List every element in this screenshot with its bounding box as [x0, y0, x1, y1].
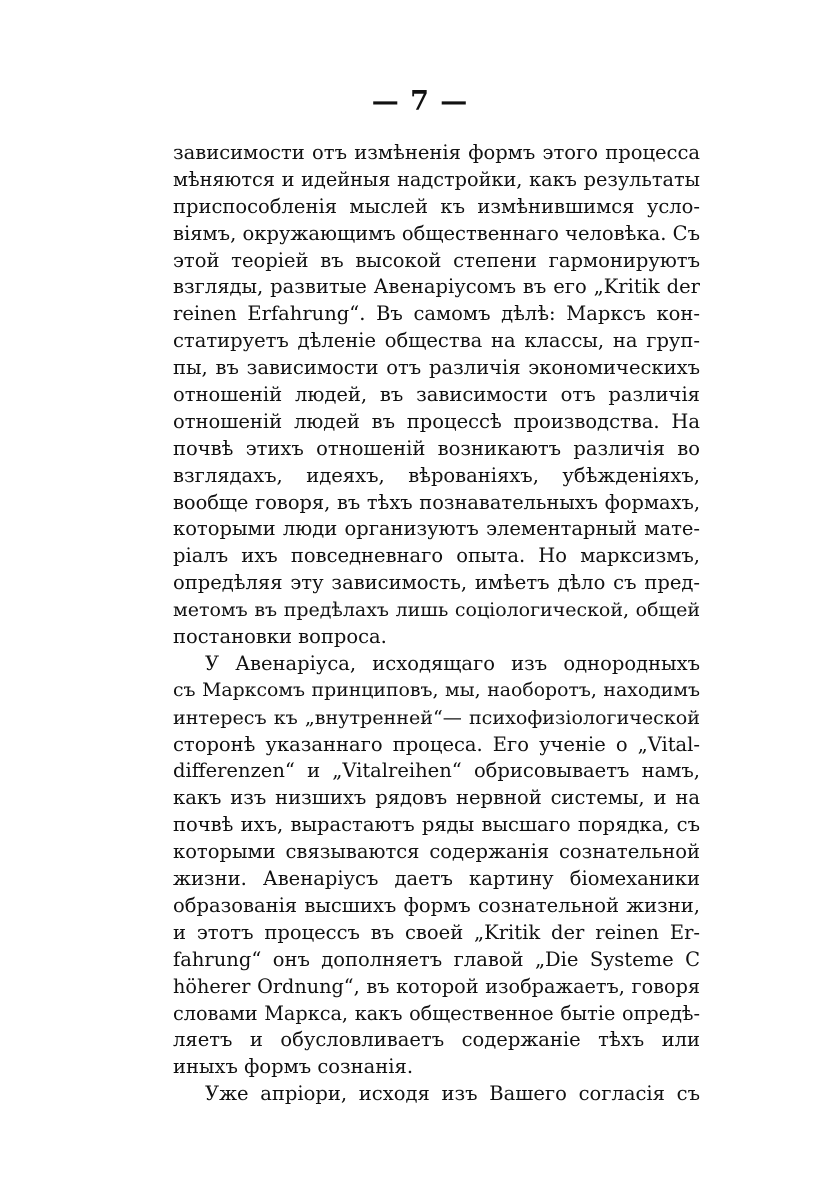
text-line: какъ изъ низшихъ рядовъ нервной системы, и на [173, 786, 700, 810]
text-line: отношеній людей въ процессѣ производства. На [173, 409, 700, 433]
text-line: приспособленія мыслей къ измѣнившимся усло- [173, 194, 700, 218]
text-line: вообще говоря, въ тѣхъ познавательныхъ формахъ, [173, 490, 700, 514]
text-line: опредѣляя эту зависимость, имѣетъ дѣло съ пред- [173, 571, 700, 595]
text-line: жизни. Авенаріусъ даетъ картину біомеханики [173, 867, 700, 891]
text-line: ляетъ и обусловливаетъ содержаніе тѣхъ или [173, 1028, 700, 1052]
text-line: höherer Ordnung“, въ которой изображаетъ, говоря [173, 974, 700, 998]
text-line: reinen Erfahrung“. Въ самомъ дѣлѣ: Марксъ кон- [173, 302, 700, 326]
text-line: Уже апріори, исходя изъ Вашего согласія съ [205, 1082, 700, 1106]
text-line: статируетъ дѣленіе общества на классы, на груп- [173, 329, 700, 353]
text-line: постановки вопроса. [173, 625, 387, 649]
text-line: ріалъ ихъ повседневнаго опыта. Но марксизмъ, [173, 544, 700, 568]
text-line: fahrung“ онъ дополняетъ главой „Die Systeme C [173, 947, 700, 971]
paragraph-1 [173, 140, 700, 651]
text-line: почвѣ этихъ отношеній возникаютъ различія во [173, 436, 700, 460]
text-line: пы, въ зависимости отъ различія экономическихъ [173, 356, 700, 380]
text-line: мѣняются и идейныя надстройки, какъ результаты [173, 167, 700, 191]
text-line: метомъ въ предѣлахъ лишь соціологической, общей [173, 599, 700, 622]
text-line: съ Марксомъ принциповъ, мы, наоборотъ, находимъ [173, 679, 700, 701]
paragraph-3 [173, 1081, 700, 1108]
text-line: взгляды, развитые Авенаріусомъ въ его „Kritik der [173, 275, 700, 299]
page-number: — 7 — [371, 86, 469, 117]
text-line: образованія высшихъ формъ сознательной жизни, [173, 893, 700, 917]
text-line: которыми связываются содержанія сознательной [173, 840, 700, 864]
text-line: этой теоріей въ высокой степени гармонируютъ [173, 248, 700, 272]
text-line: зависимости отъ измѣненія формъ этого процесса [173, 141, 700, 164]
text-line: взглядахъ, идеяхъ, вѣрованіяхъ, убѣжденіяхъ, [173, 463, 700, 487]
text-line: которыми люди организуютъ элементарный мате- [173, 517, 700, 541]
text-line: интересъ къ „внутренней“— психофизіологической [173, 705, 700, 729]
text-line: и этотъ процессъ въ своей „Kritik der reinen Er- [173, 920, 700, 944]
body-text [173, 140, 700, 1108]
text-line: иныхъ формъ сознанія. [173, 1055, 414, 1079]
text-line: сторонѣ указаннаго процеса. Его ученіе о „Vital- [173, 732, 700, 756]
text-line: почвѣ ихъ, вырастаютъ ряды высшаго порядка, съ [173, 813, 700, 837]
text-line: словами Маркса, какъ общественное бытіе опредѣ- [173, 1001, 700, 1025]
text-line: У Авенаріуса, исходящаго изъ однородныхъ [205, 651, 700, 675]
text-line: differenzen“ и „Vitalreihen“ обрисовываетъ намъ, [173, 759, 700, 783]
text-line: віямъ, окружающимъ общественнаго человѣка. Съ [173, 221, 700, 245]
paragraph-2 [173, 651, 700, 1081]
text-line: отношеній людей, въ зависимости отъ различія [173, 383, 700, 407]
